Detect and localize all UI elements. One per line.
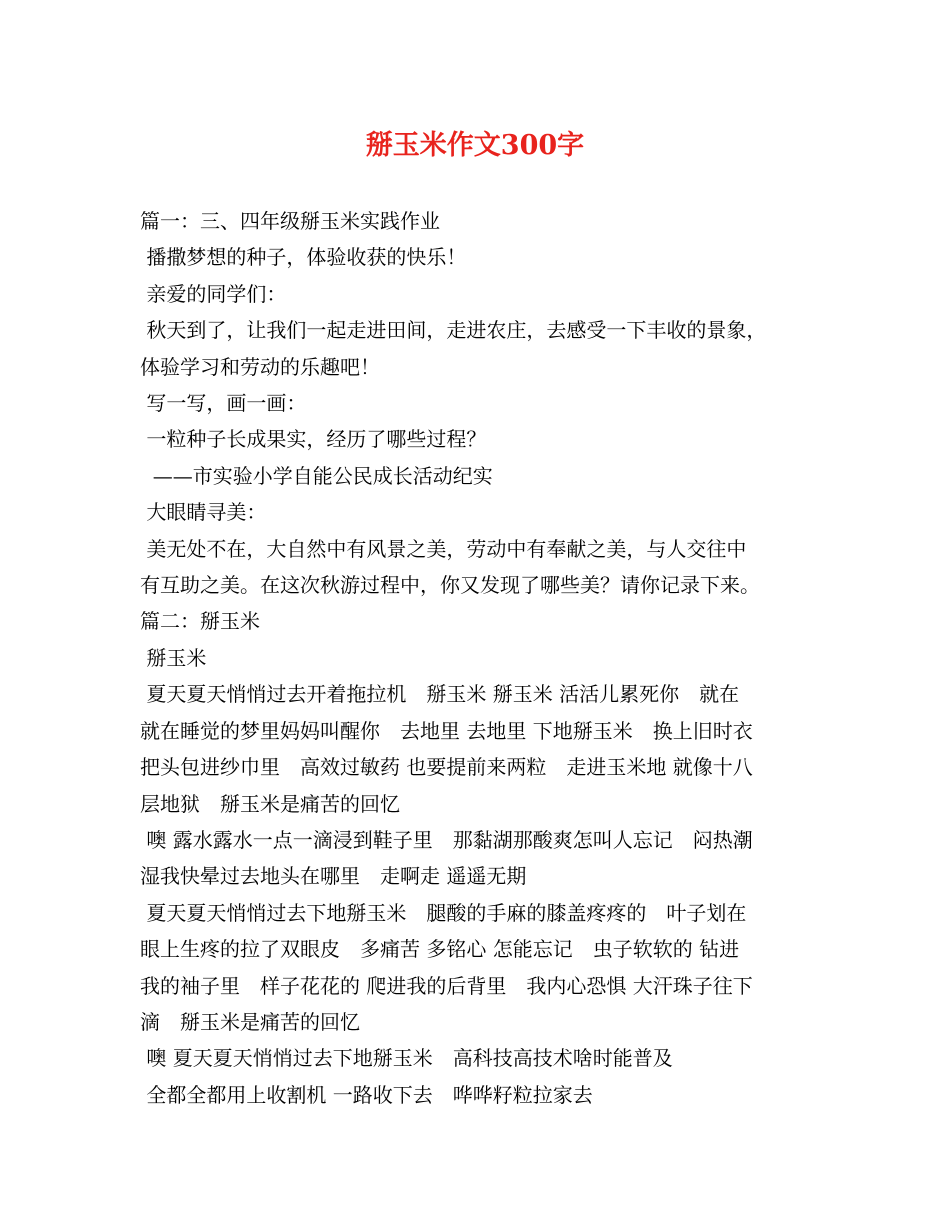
text-line: 美无处不在，大自然中有风景之美，劳动中有奉献之美，与人交往中 (140, 536, 747, 561)
text-line: 夏天夏天悄悄过去开着拖拉机 掰玉米 掰玉米 活活儿累死你 就在 (140, 682, 740, 707)
text-line: 掰玉米 (140, 645, 207, 670)
document-body (140, 203, 820, 1113)
text-line: 就在睡觉的梦里妈妈叫醒你 去地里 去地里 下地掰玉米 换上旧时衣 (140, 718, 753, 743)
text-line: 播撒梦想的种子，体验收获的快乐！ (140, 245, 467, 270)
text-line: 一粒种子长成果实，经历了哪些过程？ (140, 427, 487, 452)
text-line: 把头包进纱巾里 高效过敏药 也要提前来两粒 走进玉米地 就像十八 (140, 755, 753, 780)
text-line: 大眼睛寻美： (140, 500, 267, 525)
text-line: 篇二：掰玉米 (140, 609, 260, 634)
text-line: 写一写，画一画： (140, 391, 307, 416)
text-line: 全都全都用上收割机 一路收下去 哗哗籽粒拉家去 (140, 1082, 593, 1107)
text-line: 我的袖子里 样子花花的 爬进我的后背里 我内心恐惧 大汗珠子往下 (140, 973, 753, 998)
text-line: 有互助之美。在这次秋游过程中，你又发现了哪些美？请你记录下来。 (140, 573, 760, 598)
text-line: 秋天到了，让我们一起走进田间，走进农庄，去感受一下丰收的景象， (140, 318, 767, 343)
text-line: 眼上生疼的拉了双眼皮 多痛苦 多铭心 怎能忘记 虫子软软的 钻进 (140, 937, 740, 962)
text-line: 层地狱 掰玉米是痛苦的回忆 (140, 791, 400, 816)
text-line: 湿我快晕过去地头在哪里 走啊走 遥遥无期 (140, 864, 527, 889)
text-line: 篇一：三、四年级掰玉米实践作业 (140, 209, 440, 233)
text-line: ——市实验小学自能公民成长活动纪实 (140, 463, 493, 488)
document-title: 掰玉米作文300字 (365, 130, 585, 161)
text-line: 亲爱的同学们： (140, 281, 287, 306)
text-line: 体验学习和劳动的乐趣吧！ (140, 354, 380, 379)
text-line: 噢 夏天夏天悄悄过去下地掰玉米 高科技高技术啥时能普及 (140, 1046, 673, 1071)
text-line: 噢 露水露水一点一滴浸到鞋子里 那黏湖那酸爽怎叫人忘记 闷热潮 (140, 827, 753, 852)
text-line: 夏天夏天悄悄过去下地掰玉米 腿酸的手麻的膝盖疼疼的 叶子划在 (140, 900, 747, 925)
text-line: 滴 掰玉米是痛苦的回忆 (140, 1009, 360, 1034)
